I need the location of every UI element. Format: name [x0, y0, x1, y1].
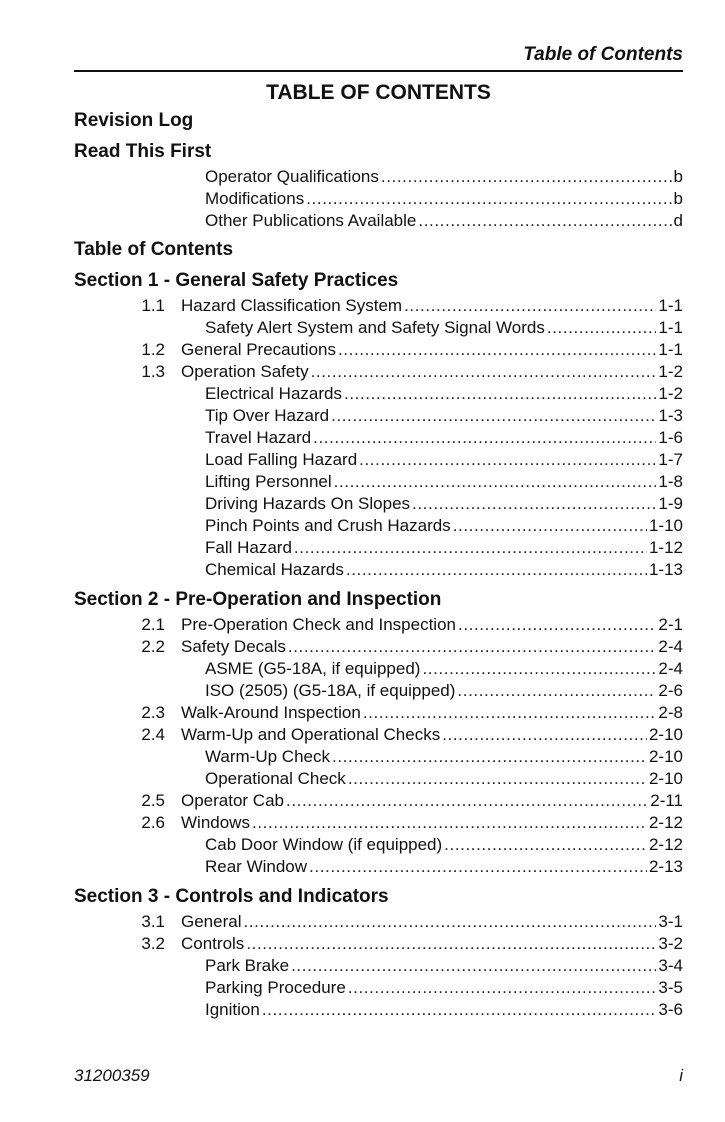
dot-leader	[309, 856, 647, 878]
section-3-list	[74, 911, 683, 1021]
toc-entry-title: Other Publications Available	[205, 211, 417, 230]
toc-entry-title: Pinch Points and Crush Hazards	[205, 516, 451, 535]
toc-entry-title: General	[181, 912, 242, 931]
toc-entry-title: Warm-Up Check	[205, 747, 330, 766]
toc-entry-page: b	[673, 167, 683, 186]
toc-entry[interactable]	[74, 317, 683, 339]
dot-leader	[286, 790, 648, 812]
toc-entry-number: 1.1	[141, 296, 165, 315]
toc-entry-title: Controls	[181, 934, 245, 953]
toc-entry-page: 3-6	[658, 1000, 683, 1019]
toc-entry-page: 2-13	[648, 857, 683, 876]
toc-entry[interactable]	[74, 614, 683, 636]
dot-leader	[404, 295, 656, 317]
toc-entry-title: Park Brake	[205, 956, 290, 975]
dot-leader	[442, 724, 647, 746]
toc-entry[interactable]	[74, 636, 683, 658]
section-2-list	[74, 614, 683, 878]
toc-entry-page: 1-1	[658, 318, 683, 337]
toc-entry[interactable]	[74, 724, 683, 746]
toc-entry-number: 1.2	[141, 340, 165, 359]
toc-entry-page: 3-5	[658, 978, 683, 997]
toc-entry-title: Walk-Around Inspection	[181, 703, 361, 722]
dot-leader	[331, 405, 656, 427]
dot-leader	[444, 834, 647, 856]
footer-doc-number: 31200359	[74, 1066, 150, 1085]
dot-leader	[338, 339, 656, 361]
toc-entry[interactable]	[74, 812, 683, 834]
dot-leader	[458, 614, 656, 636]
toc-entry[interactable]	[74, 295, 683, 317]
toc-entry-page: 1-1	[658, 296, 683, 315]
toc-entry[interactable]	[74, 834, 683, 856]
toc-entry-title: Windows	[181, 813, 250, 832]
dot-leader	[453, 515, 647, 537]
toc-entry[interactable]	[74, 746, 683, 768]
toc-entry[interactable]	[74, 449, 683, 471]
section-1-list	[74, 295, 683, 581]
toc-entry-page: 2-10	[648, 747, 683, 766]
page-title: TABLE OF CONTENTS	[266, 81, 491, 104]
toc-entry-title: Safety Decals	[181, 637, 286, 656]
toc-entry-title: Warm-Up and Operational Checks	[181, 725, 441, 744]
toc-entry-number: 2.1	[141, 615, 165, 634]
toc-entry-title: Load Falling Hazard	[205, 450, 358, 469]
toc-entry-page: 2-10	[648, 725, 683, 744]
toc-entry-page: 3-2	[658, 934, 683, 953]
toc-entry-number: 2.4	[141, 725, 165, 744]
dot-leader	[359, 449, 656, 471]
toc-entry-title: Fall Hazard	[205, 538, 292, 557]
toc-entry-page: 1-9	[658, 494, 683, 513]
dot-leader	[294, 537, 647, 559]
toc-entry-page: 1-12	[648, 538, 683, 557]
dot-leader	[311, 361, 657, 383]
toc-entry-page: 2-12	[648, 835, 683, 854]
toc-entry[interactable]	[74, 188, 683, 210]
toc-entry[interactable]	[74, 383, 683, 405]
toc-entry-page: 2-12	[648, 813, 683, 832]
toc-entry-title: Operator Cab	[181, 791, 284, 810]
toc-entry-title: Driving Hazards On Slopes	[205, 494, 411, 513]
toc-entry[interactable]	[74, 515, 683, 537]
toc-entry-title: Hazard Classification System	[181, 296, 403, 315]
toc-entry[interactable]	[74, 493, 683, 515]
dot-leader	[457, 680, 656, 702]
toc-entry[interactable]	[74, 427, 683, 449]
dot-leader	[346, 559, 647, 581]
toc-entry-title: Parking Procedure	[205, 978, 346, 997]
toc-entry-title: ISO (2505) (G5-18A, if equipped)	[205, 681, 456, 700]
heading-revision-log[interactable]: Revision Log	[74, 110, 194, 131]
dot-leader	[418, 210, 671, 232]
toc-entry[interactable]	[74, 955, 683, 977]
toc-entry[interactable]	[74, 999, 683, 1021]
toc-entry[interactable]	[74, 537, 683, 559]
toc-entry[interactable]	[74, 933, 683, 955]
toc-entry-number: 2.6	[141, 813, 165, 832]
toc-entry[interactable]	[74, 210, 683, 232]
dot-leader	[252, 812, 647, 834]
toc-entry-page: 2-1	[658, 615, 683, 634]
toc-entry-title: Cab Door Window (if equipped)	[205, 835, 443, 854]
dot-leader	[313, 427, 656, 449]
heading-section-1[interactable]: Section 1 - General Safety Practices	[74, 270, 399, 291]
footer-page-number: i	[679, 1066, 683, 1085]
toc-entry-page: b	[673, 189, 683, 208]
read-this-first-list	[74, 166, 683, 232]
toc-entry-page: 1-13	[648, 560, 683, 579]
toc-entry-number: 2.3	[141, 703, 165, 722]
toc-entry-page: 1-10	[648, 516, 683, 535]
toc-entry-page: 1-7	[658, 450, 683, 469]
header-rule	[74, 70, 683, 72]
toc-entry-title: Lifting Personnel	[205, 472, 332, 491]
dot-leader	[288, 636, 657, 658]
toc-entry-page: 1-3	[658, 406, 683, 425]
toc-entry-page: 1-1	[658, 340, 683, 359]
dot-leader	[381, 166, 672, 188]
dot-leader	[291, 955, 656, 977]
dot-leader	[243, 911, 656, 933]
toc-entry-title: Tip Over Hazard	[205, 406, 330, 425]
toc-entry-title: Modifications	[205, 189, 305, 208]
toc-entry-title: Electrical Hazards	[205, 384, 342, 403]
toc-entry-page: 2-4	[658, 659, 683, 678]
dot-leader	[334, 471, 657, 493]
toc-entry[interactable]	[74, 977, 683, 999]
toc-entry[interactable]	[74, 768, 683, 790]
toc-entry-number: 3.1	[141, 912, 165, 931]
toc-entry-page: 3-1	[658, 912, 683, 931]
toc-entry[interactable]	[74, 471, 683, 493]
toc-entry-number: 3.2	[141, 934, 165, 953]
table-of-contents	[74, 107, 683, 1021]
toc-entry[interactable]	[74, 702, 683, 724]
toc-entry-title: Chemical Hazards	[205, 560, 344, 579]
dot-leader	[547, 317, 657, 339]
toc-entry-title: ASME (G5-18A, if equipped)	[205, 659, 421, 678]
dot-leader	[412, 493, 656, 515]
toc-entry-title: Operator Qualifications	[205, 167, 379, 186]
dot-leader	[246, 933, 656, 955]
toc-entry-title: General Precautions	[181, 340, 336, 359]
dot-leader	[363, 702, 657, 724]
heading-table-of-contents[interactable]: Table of Contents	[74, 239, 234, 260]
dot-leader	[262, 999, 657, 1021]
toc-entry[interactable]	[74, 339, 683, 361]
toc-entry-title: Operational Check	[205, 769, 346, 788]
toc-entry-title: Travel Hazard	[205, 428, 312, 447]
toc-entry[interactable]	[74, 680, 683, 702]
toc-entry[interactable]	[74, 790, 683, 812]
dot-leader	[344, 383, 656, 405]
heading-section-3[interactable]: Section 3 - Controls and Indicators	[74, 886, 389, 907]
toc-entry[interactable]	[74, 856, 683, 878]
dot-leader	[306, 188, 671, 210]
toc-entry-page: 2-8	[658, 703, 683, 722]
toc-entry-number: 2.2	[141, 637, 165, 656]
toc-entry-page: 1-2	[658, 384, 683, 403]
toc-entry[interactable]	[74, 166, 683, 188]
toc-entry-page: 2-4	[658, 637, 683, 656]
toc-entry-page: 2-11	[650, 791, 683, 810]
toc-entry-page: 1-8	[658, 472, 683, 491]
heading-read-this-first[interactable]: Read This First	[74, 141, 212, 162]
dot-leader	[348, 977, 657, 999]
toc-entry-title: Rear Window	[205, 857, 308, 876]
dot-leader	[422, 658, 656, 680]
toc-entry-page: d	[673, 211, 683, 230]
toc-entry-page: 1-6	[658, 428, 683, 447]
toc-entry[interactable]	[74, 405, 683, 427]
toc-entry-number: 1.3	[141, 362, 165, 381]
toc-entry-title: Ignition	[205, 1000, 260, 1019]
toc-entry-page: 2-6	[658, 681, 683, 700]
toc-entry[interactable]	[74, 361, 683, 383]
dot-leader	[332, 746, 647, 768]
dot-leader	[348, 768, 647, 790]
toc-entry[interactable]	[74, 911, 683, 933]
toc-entry-title: Pre-Operation Check and Inspection	[181, 615, 456, 634]
toc-entry[interactable]	[74, 559, 683, 581]
heading-section-2[interactable]: Section 2 - Pre-Operation and Inspection	[74, 589, 442, 610]
toc-entry-title: Operation Safety	[181, 362, 309, 381]
toc-entry-page: 3-4	[658, 956, 683, 975]
toc-entry-page: 1-2	[658, 362, 683, 381]
toc-entry[interactable]	[74, 658, 683, 680]
running-header: Table of Contents	[523, 44, 683, 65]
toc-entry-page: 2-10	[648, 769, 683, 788]
toc-entry-title: Safety Alert System and Safety Signal Words	[205, 318, 545, 337]
toc-entry-number: 2.5	[141, 791, 165, 810]
